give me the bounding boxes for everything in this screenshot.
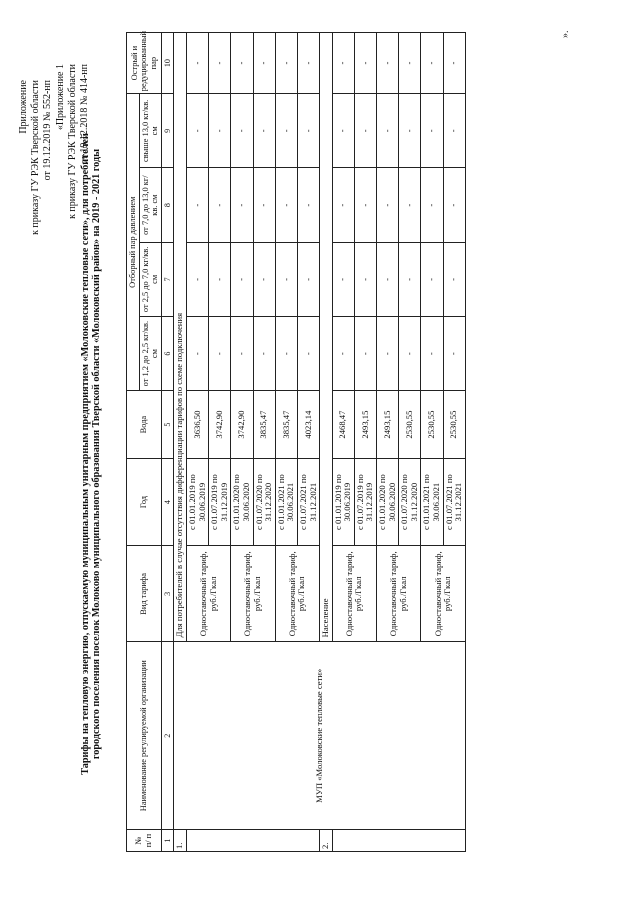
period: с 01.07.2020 по 31.12.2020 xyxy=(253,458,275,545)
tariff-type: Одноставочный тариф, руб./Гкал xyxy=(332,546,376,642)
water-tariff: 2493,15 xyxy=(377,391,399,459)
value-dash: - xyxy=(297,33,319,94)
row-number: 1. xyxy=(174,830,187,852)
value-dash: - xyxy=(421,168,443,242)
value-dash: - xyxy=(275,242,297,316)
column-number: 1 xyxy=(161,830,174,852)
value-dash: - xyxy=(253,317,275,391)
header-pressure-4: свыше 13,0 кг/кв. см xyxy=(139,94,161,168)
period: с 01.07.2021 по 31.12.2021 xyxy=(443,458,465,545)
value-dash: - xyxy=(332,242,354,316)
table-row xyxy=(174,33,187,852)
value-dash: - xyxy=(443,33,465,94)
header-tariff-type: Вид тарифа xyxy=(127,546,162,642)
value-dash: - xyxy=(231,33,253,94)
value-dash: - xyxy=(231,242,253,316)
value-dash: - xyxy=(399,242,421,316)
water-tariff: 3835,47 xyxy=(275,391,297,459)
header-pressure-1: от 1,2 до 2,5 кг/кв. см xyxy=(139,317,161,391)
water-tariff: 2530,55 xyxy=(399,391,421,459)
column-number: 5 xyxy=(161,391,174,459)
value-dash: - xyxy=(354,168,376,242)
previous-appendix-line1: «Приложение 1 xyxy=(55,64,66,131)
tariff-type: Одноставочный тариф, руб./Гкал xyxy=(231,546,275,642)
column-number: 7 xyxy=(161,242,174,316)
column-number: 2 xyxy=(161,642,174,830)
document-title xyxy=(80,104,102,804)
column-number: 3 xyxy=(161,546,174,642)
column-number: 10 xyxy=(161,33,174,94)
value-dash: - xyxy=(332,33,354,94)
appendix-header-line1: Приложение xyxy=(18,80,29,134)
header-sharp-steam: Острый и редуцированный пар xyxy=(127,33,162,94)
value-dash: - xyxy=(253,242,275,316)
value-dash: - xyxy=(377,94,399,168)
value-dash: - xyxy=(209,317,231,391)
tariff-type: Одноставочный тариф, руб./Гкал xyxy=(377,546,421,642)
previous-appendix-line2: к приказу ГУ РЭК Тверской области xyxy=(67,64,78,219)
water-tariff: 3636,50 xyxy=(186,391,208,459)
tariff-table xyxy=(126,32,466,852)
column-number: 9 xyxy=(161,94,174,168)
section-heading: Для потребителей в случае отсутствия дифференциации тарифов по схеме подключения xyxy=(174,33,187,642)
appendix-header-line2: к приказу ГУ РЭК Тверской области xyxy=(30,80,41,235)
value-dash: - xyxy=(297,168,319,242)
value-dash: - xyxy=(297,242,319,316)
column-number: 4 xyxy=(161,458,174,545)
value-dash: - xyxy=(399,94,421,168)
previous-appendix-line3: от 19.12.2018 № 414-нп xyxy=(79,64,90,165)
value-dash: - xyxy=(443,94,465,168)
row-number-span xyxy=(332,830,465,852)
value-dash: - xyxy=(354,242,376,316)
column-number: 6 xyxy=(161,317,174,391)
tariff-type: Одноставочный тариф, руб./Гкал xyxy=(275,546,319,642)
value-dash: - xyxy=(253,33,275,94)
period: с 01.01.2019 по 30.06.2019 xyxy=(332,458,354,545)
period: с 01.01.2021 по 30.06.2021 xyxy=(421,458,443,545)
value-dash: - xyxy=(354,94,376,168)
water-tariff: 2530,55 xyxy=(443,391,465,459)
value-dash: - xyxy=(275,168,297,242)
value-dash: - xyxy=(399,317,421,391)
value-dash: - xyxy=(377,33,399,94)
row-number: 2. xyxy=(320,830,333,852)
water-tariff: 4023,14 xyxy=(297,391,319,459)
value-dash: - xyxy=(377,168,399,242)
header-steam-group: Отборный пар давлением xyxy=(127,94,140,391)
water-tariff: 3742,90 xyxy=(209,391,231,459)
period: с 01.07.2019 по 31.12.2019 xyxy=(209,458,231,545)
value-dash: - xyxy=(377,317,399,391)
row-number-span xyxy=(186,830,319,852)
value-dash: - xyxy=(231,94,253,168)
header-pressure-3: от 7,0 до 13,0 кг/кв. см xyxy=(139,168,161,242)
period: с 01.01.2020 по 30.06.2020 xyxy=(377,458,399,545)
period: с 01.07.2021 по 31.12.2021 xyxy=(297,458,319,545)
water-tariff: 2468,47 xyxy=(332,391,354,459)
period: с 01.01.2020 по 30.06.2020 xyxy=(231,458,253,545)
column-number-row xyxy=(161,33,174,852)
period: с 01.01.2021 по 30.06.2021 xyxy=(275,458,297,545)
closing-quote: ». xyxy=(560,30,571,38)
value-dash: - xyxy=(209,94,231,168)
tariff-type: Одноставочный тариф, руб./Гкал xyxy=(186,546,230,642)
period: с 01.01.2019 по 30.06.2019 xyxy=(186,458,208,545)
value-dash: - xyxy=(209,168,231,242)
value-dash: - xyxy=(186,242,208,316)
value-dash: - xyxy=(186,94,208,168)
header-num: № п/ п xyxy=(127,830,162,852)
value-dash: - xyxy=(297,317,319,391)
period: с 01.07.2019 по 31.12.2019 xyxy=(354,458,376,545)
value-dash: - xyxy=(231,317,253,391)
title-line1: Тарифы на тепловую энергию, отпускаемую муниципальным унитарным предприятием «Молоковские тепловые сети», для потребителей xyxy=(80,133,91,775)
value-dash: - xyxy=(443,317,465,391)
value-dash: - xyxy=(186,168,208,242)
value-dash: - xyxy=(253,168,275,242)
value-dash: - xyxy=(332,168,354,242)
section-heading: Население xyxy=(320,33,333,642)
value-dash: - xyxy=(354,317,376,391)
header-pressure-2: от 2,5 до 7,0 кг/кв. см xyxy=(139,242,161,316)
value-dash: - xyxy=(421,33,443,94)
value-dash: - xyxy=(399,33,421,94)
value-dash: - xyxy=(297,94,319,168)
value-dash: - xyxy=(231,168,253,242)
water-tariff: 3742,90 xyxy=(231,391,253,459)
value-dash: - xyxy=(354,33,376,94)
value-dash: - xyxy=(209,33,231,94)
value-dash: - xyxy=(421,242,443,316)
value-dash: - xyxy=(421,94,443,168)
header-water: Вода xyxy=(127,391,162,459)
appendix-header-line3: от 19.12.2019 № 552-нп xyxy=(42,80,53,181)
value-dash: - xyxy=(399,168,421,242)
value-dash: - xyxy=(275,94,297,168)
value-dash: - xyxy=(186,317,208,391)
value-dash: - xyxy=(443,242,465,316)
tariff-type: Одноставочный тариф, руб./Гкал xyxy=(421,546,465,642)
title-line2: городского поселения поселок Молоково муниципального образования Тверской области «Молоковский район» на 2019 - 2021 годы xyxy=(91,148,102,760)
value-dash: - xyxy=(443,168,465,242)
value-dash: - xyxy=(275,33,297,94)
value-dash: - xyxy=(332,94,354,168)
value-dash: - xyxy=(275,317,297,391)
water-tariff: 2493,15 xyxy=(354,391,376,459)
appendix-header xyxy=(18,80,54,280)
value-dash: - xyxy=(186,33,208,94)
period: с 01.07.2020 по 31.12.2020 xyxy=(399,458,421,545)
organization-name: МУП «Молоковские тепловые сети» xyxy=(174,642,465,830)
value-dash: - xyxy=(209,242,231,316)
value-dash: - xyxy=(421,317,443,391)
header-year: Год xyxy=(127,458,162,545)
water-tariff: 3835,47 xyxy=(253,391,275,459)
column-number: 8 xyxy=(161,168,174,242)
header-org: Наименование регулируемой организации xyxy=(127,642,162,830)
value-dash: - xyxy=(332,317,354,391)
water-tariff: 2530,55 xyxy=(421,391,443,459)
value-dash: - xyxy=(253,94,275,168)
value-dash: - xyxy=(377,242,399,316)
